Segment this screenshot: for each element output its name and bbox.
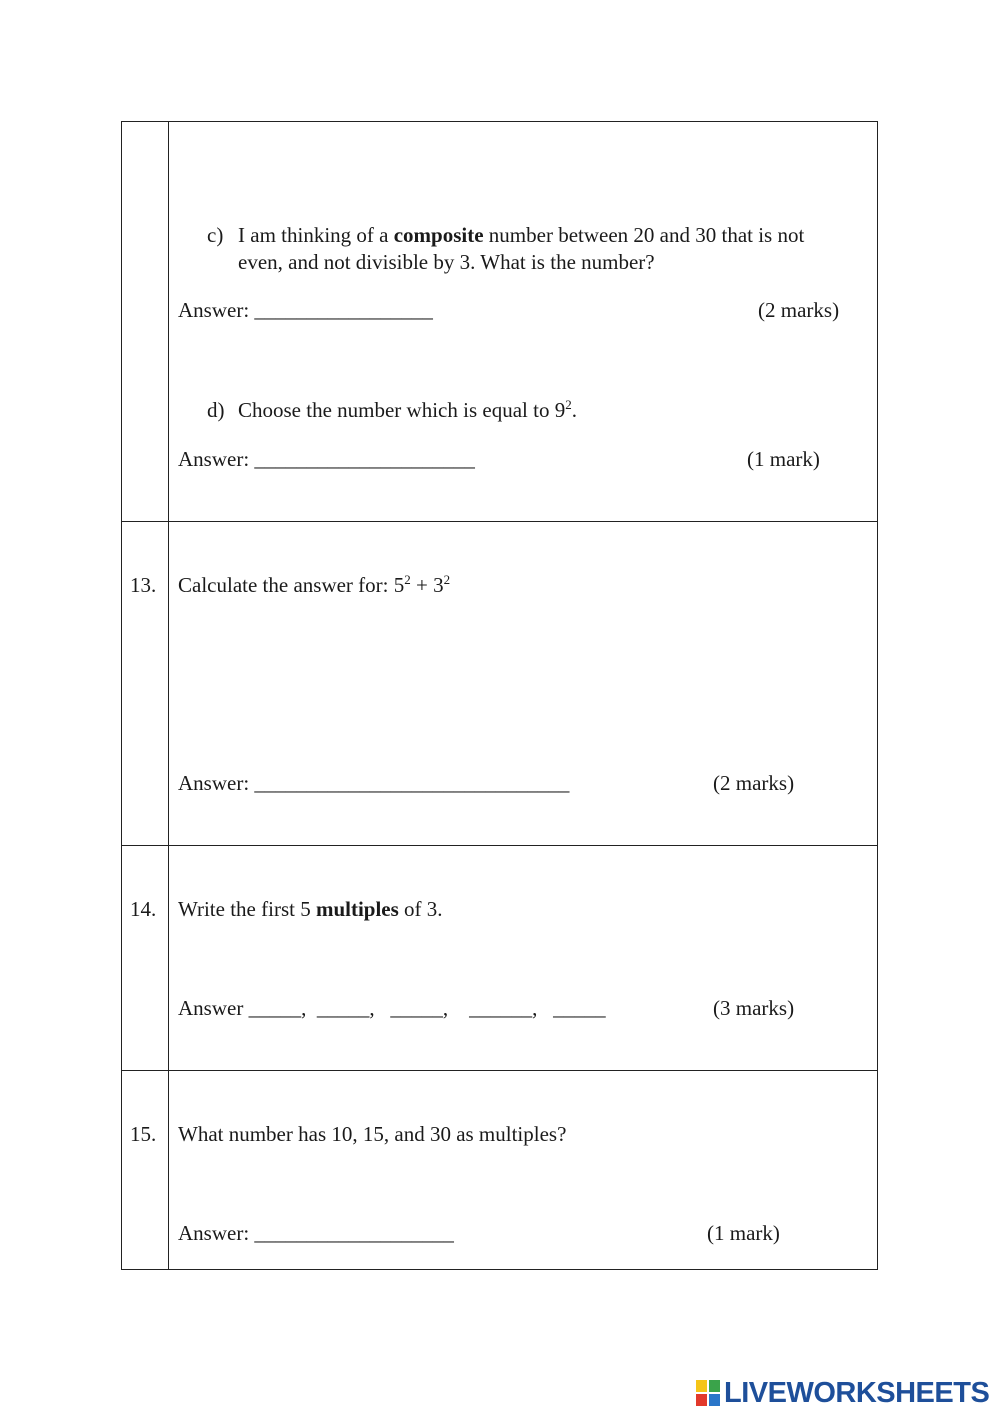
logo-text: LIVEWORKSHEETS [724,1376,990,1409]
keyword-multiples: multiples [315,897,399,921]
q12c-question-line1: I am thinking of a composite number between 20 and 30 that is not [238,223,805,247]
number-column-divider [168,122,169,1269]
q13-number: 13. [130,573,157,597]
question-table [121,121,878,1270]
row-divider [122,845,877,846]
q15-question: What number has 10, 15, and 30 as multiples? [178,1122,567,1146]
logo-icon [696,1380,720,1406]
q15-number: 15. [130,1122,157,1146]
row-divider [122,521,877,522]
q13-answer-field[interactable]: Answer: ______________________________ [178,771,570,795]
q12c-label: c) [207,223,224,247]
q14-answer-fields[interactable]: Answer _____, _____, _____, ______, _____ [178,996,606,1020]
q14-question: Write the first 5 multiples of 3. [178,897,443,921]
q13-marks: (2 marks) [713,771,795,795]
q12d-marks: (1 mark) [747,447,820,471]
liveworksheets-logo[interactable] [696,1377,989,1409]
q12c-marks: (2 marks) [758,298,840,322]
keyword-composite: composite [393,223,484,247]
row-divider [122,1070,877,1071]
q14-marks: (3 marks) [713,996,795,1020]
q14-number: 14. [130,897,157,921]
q13-question: Calculate the answer for: $5^2 + 3^2$ [178,572,451,597]
q12d-answer-field[interactable]: Answer: _____________________ [178,447,475,471]
q15-answer-field[interactable]: Answer: ___________________ [178,1221,454,1245]
q12c-answer-field[interactable]: Answer: _________________ [178,298,433,322]
q12d-question: Choose the number which is equal to $9^2$. [238,397,577,422]
q12d-label: d) [207,398,225,422]
q12c-question-line2: even, and not divisible by 3. What is the number? [238,250,655,274]
q15-marks: (1 mark) [707,1221,780,1245]
